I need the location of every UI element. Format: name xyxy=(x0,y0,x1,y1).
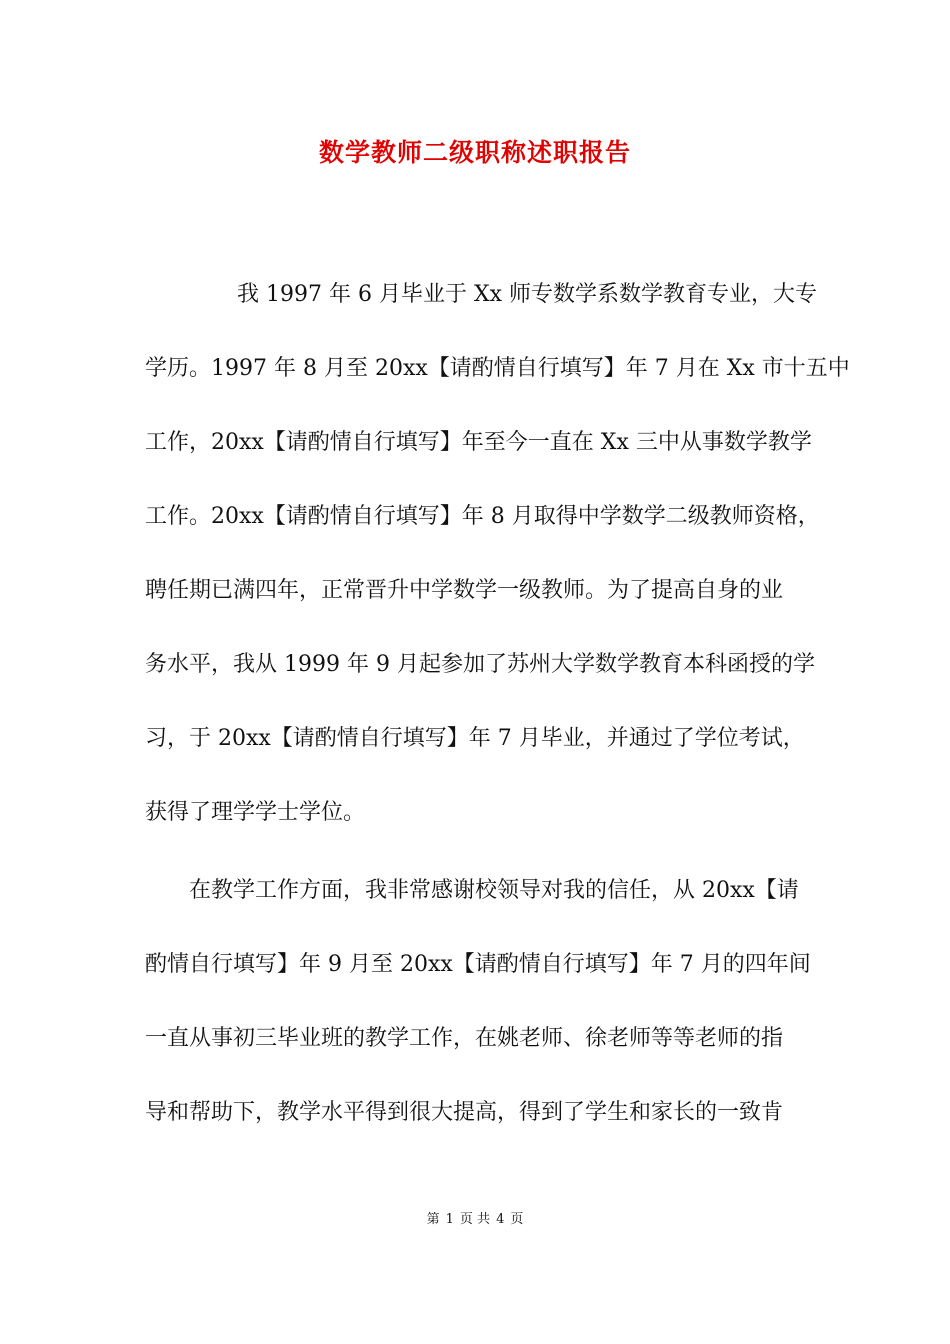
footer-total-pages: 4 xyxy=(496,1212,505,1227)
document-title: 数学教师二级职称述职报告 xyxy=(318,138,631,167)
paragraph-1-line-1: 我 1997 年 6 月毕业于 Xx 师专数学系数学教育专业，大专 xyxy=(237,282,818,307)
paragraph-2-line-4: 导和帮助下，教学水平得到很大提高，得到了学生和家长的一致肯 xyxy=(145,1100,784,1125)
paragraph-2-line-1: 在教学工作方面，我非常感谢校领导对我的信任，从 20xx【请 xyxy=(189,878,799,903)
paragraph-2 xyxy=(145,854,810,1150)
footer-middle: 页 共 xyxy=(459,1212,491,1227)
paragraph-1-line-6: 务水平，我从 1999 年 9 月起参加了苏州大学数学教育本科函授的学 xyxy=(145,652,815,677)
footer-current-page: 1 xyxy=(445,1212,454,1227)
paragraph-1-line-8: 获得了理学学士学位。 xyxy=(145,800,366,825)
paragraph-1-line-4: 工作。20xx【请酌情自行填写】年 8 月取得中学数学二级教师资格， xyxy=(145,504,820,529)
footer-prefix: 第 xyxy=(426,1212,440,1227)
paragraph-1-line-5: 聘任期已满四年，正常晋升中学数学一级教师。为了提高自身的业 xyxy=(145,578,784,603)
paragraph-1-line-7: 习，于 20xx【请酌情自行填写】年 7 月毕业，并通过了学位考试， xyxy=(145,726,805,751)
paragraph-2-line-2: 酌情自行填写】年 9 月至 20xx【请酌情自行填写】年 7 月的四年间 xyxy=(145,952,811,977)
paragraph-1-line-2: 学历。1997 年 8 月至 20xx【请酌情自行填写】年 7 月在 Xx 市十五中 xyxy=(145,356,850,381)
page-footer xyxy=(0,1208,950,1227)
paragraph-1 xyxy=(145,258,850,850)
footer-suffix: 页 xyxy=(510,1212,524,1227)
paragraph-1-line-3: 工作，20xx【请酌情自行填写】年至今一直在 Xx 三中从事数学教学 xyxy=(145,430,812,455)
paragraph-2-line-3: 一直从事初三毕业班的教学工作，在姚老师、徐老师等等老师的指 xyxy=(145,1026,784,1051)
